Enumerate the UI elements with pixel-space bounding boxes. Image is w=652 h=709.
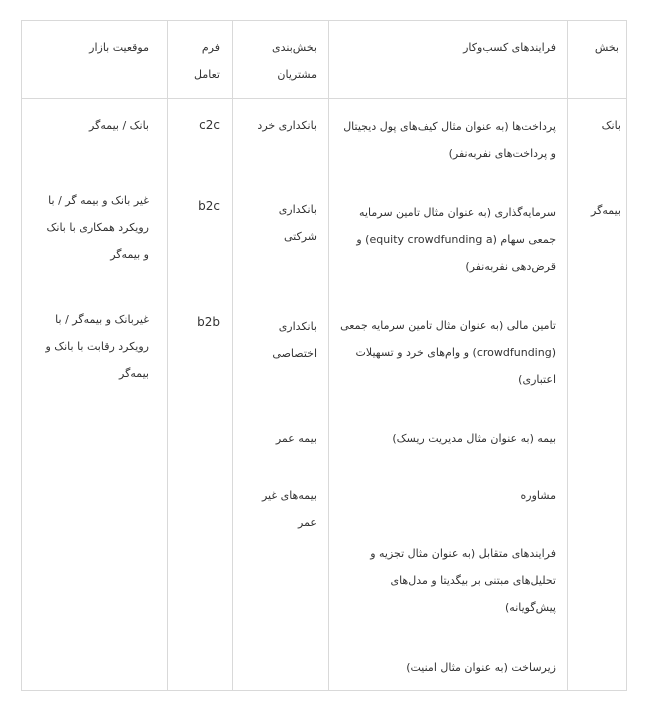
header-segments: بخش‌بندی مشتریان: [272, 41, 317, 81]
header-divider: [22, 98, 626, 99]
process-financing: تامین مالی (به عنوان مثال تامین سرمایه جمعی (crowdfunding) و وام‌های خرد و تسهیلات اعتباری): [340, 319, 556, 386]
section-bank: بانک: [601, 119, 621, 132]
segment-retail: بانکداری خرد: [257, 119, 317, 132]
header-position: موقعیت بازار: [89, 41, 149, 54]
segment-private: بانکداری اختصاصی: [272, 320, 317, 360]
position-cooperation: غیر بانک و بیمه گر / با رویکرد همکاری با بانک و بیمه‌گر: [46, 194, 149, 261]
interaction-b2b: b2b: [197, 315, 220, 329]
segment-corporate: بانکداری شرکتی: [278, 203, 317, 243]
process-cross: فرایندهای متقابل (به عنوان مثال تجزیه و تحلیل‌های مبتنی بر بیگدیتا و مدل‌های پیش‌گویانه): [370, 547, 556, 614]
header-section: بخش: [594, 41, 619, 54]
section-insurer: بیمه‌گر: [591, 204, 621, 217]
process-infrastructure: زیرساخت (به عنوان مثال امنیت): [406, 661, 556, 674]
header-processes: فرایندهای کسب‌و‌کار: [463, 41, 556, 54]
process-payments: پرداخت‌ها (به عنوان مثال کیف‌های پول دیجیتال و پرداخت‌های نفر‌به‌نفر): [343, 120, 556, 160]
interaction-c2c: c2c: [199, 118, 220, 132]
header-interaction: فرم تعامل: [194, 41, 220, 81]
process-advisory: مشاوره: [520, 489, 556, 502]
segment-life: بیمه عمر: [275, 432, 317, 445]
process-investment: سرمایه‌گذاری (به عنوان مثال تامین سرمایه جمعی سهام (equity crowdfunding a) و قرض‌دهی نفر‌به‌نفر): [356, 206, 556, 273]
position-bank-insurer: بانک / بیمه‌گر: [89, 119, 149, 132]
fintech-table: [21, 20, 627, 691]
position-competition: غیربانک و بیمه‌گر / با رویکرد رقابت با بانک و بیمه‌گر: [45, 313, 149, 380]
process-insurance: بیمه (به عنوان مثال مدیریت ریسک): [392, 432, 556, 445]
segment-nonlife: بیمه‌های غیر عمر: [261, 489, 317, 529]
interaction-b2c: b2c: [198, 199, 220, 213]
